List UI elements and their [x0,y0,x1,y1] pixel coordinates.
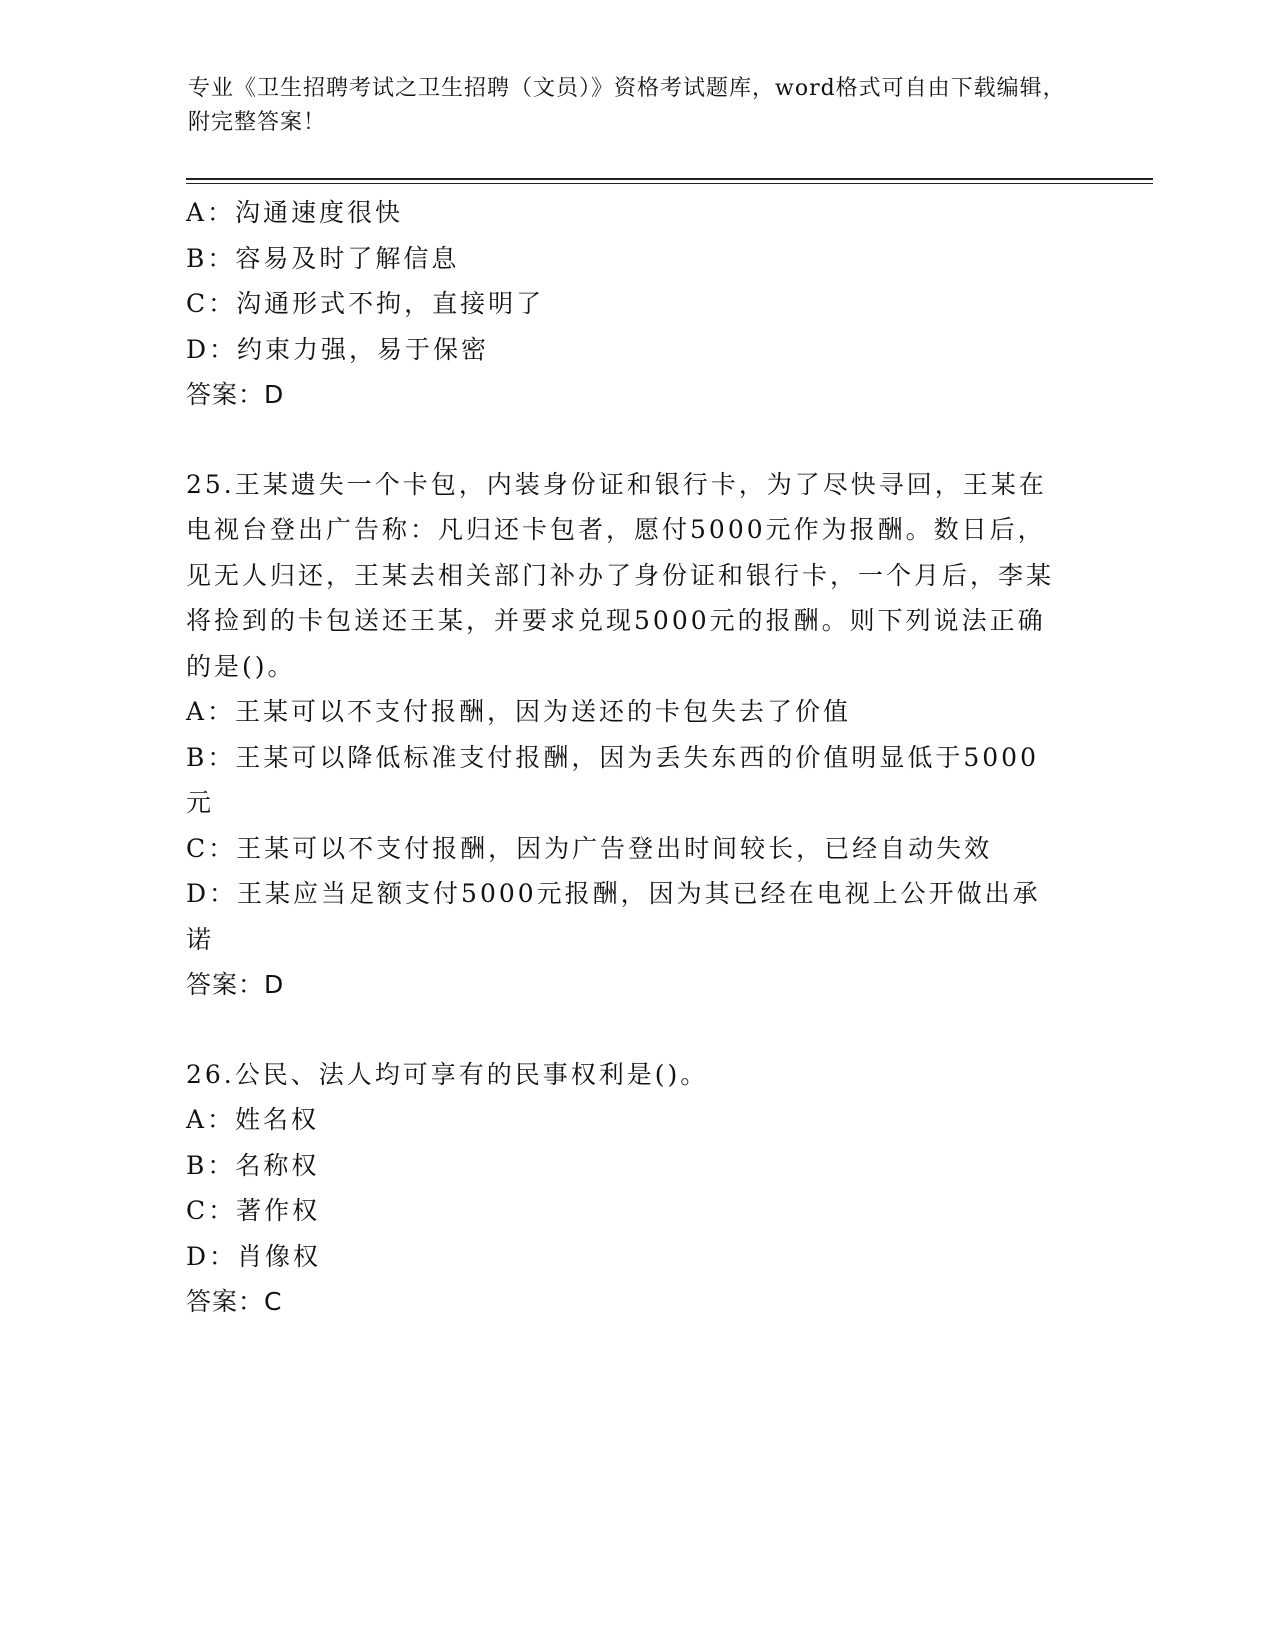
option-a: A：沟通速度很快 [186,198,404,227]
question-26 [186,1052,1086,1325]
option-a: A：王某可以不支付报酬，因为送还的卡包失去了价值 [186,697,852,726]
question-stem: 26.公民、法人均可享有的民事权利是()。 [186,1059,709,1089]
question-content [186,190,1086,1325]
document-header: 专业《卫生招聘考试之卫生招聘（文员）》资格考试题库，word格式可自由下载编辑，附完整答案！ [188,76,1066,135]
spacer [186,418,1086,462]
spacer [186,1008,1086,1052]
option-d: D：肖像权 [186,1241,322,1271]
option-c: C：王某可以不支付报酬，因为广告登出时间较长，已经自动失效 [186,833,993,863]
header-divider-thick [186,178,1153,180]
option-c: C：著作权 [186,1196,321,1225]
option-b: B：名称权 [186,1150,320,1180]
answer: 答案：D [186,380,285,409]
question-24-continued [186,190,1086,418]
option-b: B：王某可以降低标准支付报酬，因为丢失东西的价值明显低于5000元 [186,742,1039,817]
option-d: D：王某应当足额支付5000元报酬，因为其已经在电视上公开做出承诺 [186,879,1041,954]
option-a: A：姓名权 [186,1105,320,1134]
answer: 答案：D [186,970,285,999]
option-d: D：约束力强，易于保密 [186,334,490,364]
answer: 答案：C [186,1287,283,1316]
option-b: B：容易及时了解信息 [186,243,460,273]
question-25 [186,462,1086,1008]
option-c: C：沟通形式不拘，直接明了 [186,289,545,318]
header-divider-thin [186,183,1153,184]
question-stem: 25.王某遗失一个卡包，内装身份证和银行卡，为了尽快寻回，王某在电视台登出广告称：凡归还卡包者，愿付5000元作为报酬。数日后，见无人归还，王某去相关部门补办了身份证和银行卡，一个月后，李某将捡到的卡包送还王某，并要求兑现5000元的报酬。则下列说法正确的是()。 [186,469,1055,681]
